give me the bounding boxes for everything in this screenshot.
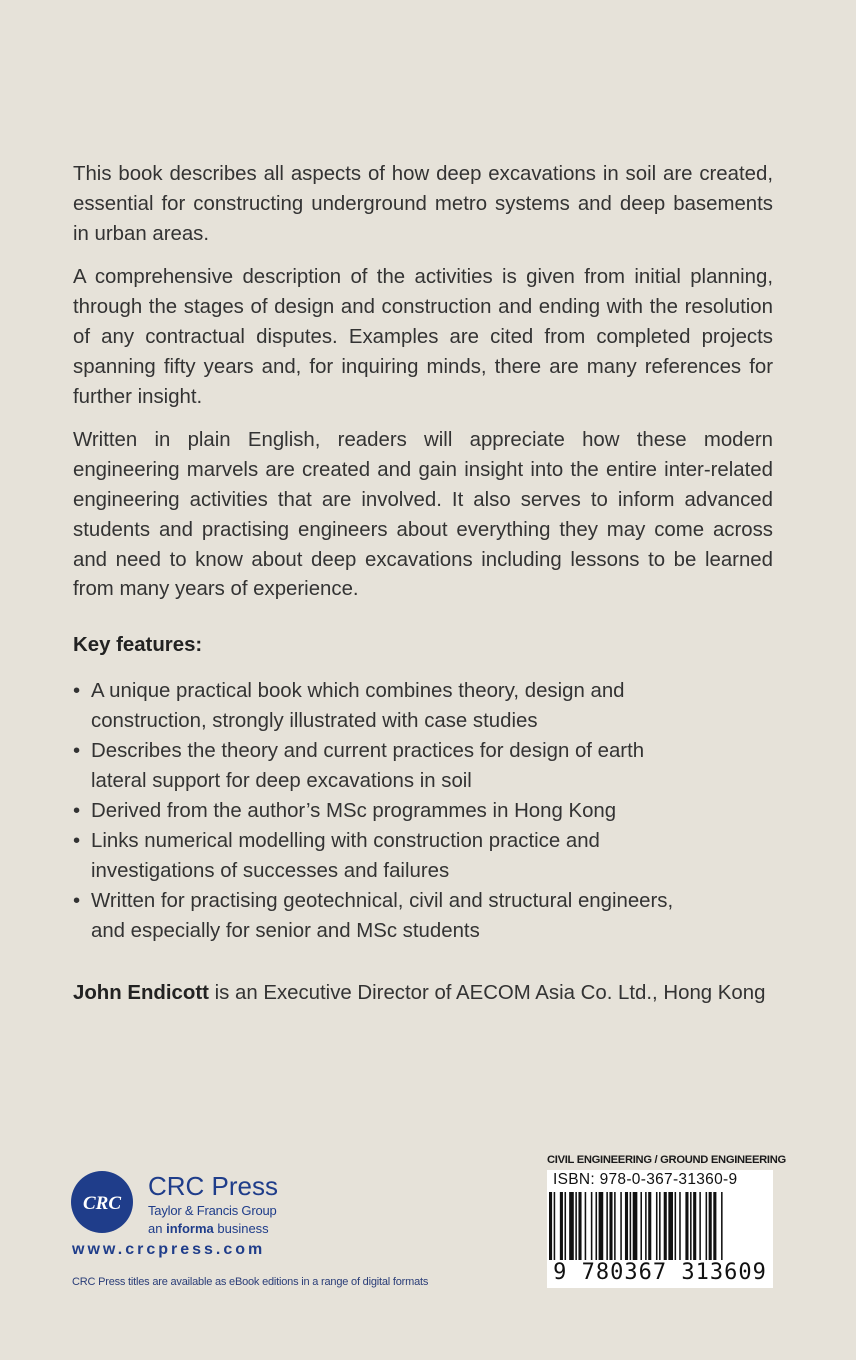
bullet-icon: •: [73, 800, 81, 822]
feature-line: Written for practising geotechnical, civil and structural engineers,: [91, 890, 674, 912]
feature-line: Links numerical modelling with construction practice and: [91, 830, 600, 852]
informa-prefix: an: [148, 1221, 167, 1236]
description-paragraph-1: This book describes all aspects of how deep excavations in soil are created, essential for constructing underground metro systems and deep basements in urban areas.: [73, 163, 773, 245]
feature-item: [73, 676, 773, 736]
subject-category: CIVIL ENGINEERING / GROUND ENGINEERING: [547, 1154, 786, 1166]
feature-line: Describes the theory and current practices for design of earth: [91, 740, 645, 762]
bullet-icon: •: [73, 890, 81, 912]
key-features-list: [73, 676, 773, 946]
isbn-label: ISBN: 978-0-367-31360-9: [553, 1171, 738, 1188]
feature-item: [73, 736, 773, 796]
feature-line: and especially for senior and MSc students: [91, 920, 480, 942]
ebook-note: CRC Press titles are available as eBook editions in a range of digital formats: [72, 1276, 429, 1288]
feature-item: [73, 826, 773, 886]
feature-line: A unique practical book which combines theory, design and: [91, 680, 625, 702]
description-paragraph-2: A comprehensive description of the activities is given from initial planning, through the stages of design and construction and ending with the resolution of any contractual disputes. Examples are cited from completed projects spanning fifty years and, for inquiring minds, there are many references for further insight.: [73, 266, 773, 408]
author-name: John Endicott: [73, 982, 209, 1004]
bullet-icon: •: [73, 680, 81, 702]
informa-suffix: business: [213, 1221, 269, 1236]
feature-item: [73, 796, 773, 826]
description-paragraph-3: Written in plain English, readers will appreciate how these modern engineering marvels are created and gain insight into the entire inter-related engineering activities that are involved. It also serves to inform advanced students and practising engineers about everything they may come across and need to know about deep excavations including lessons to be learned from many years of experience.: [73, 429, 773, 601]
key-features-heading: Key features:: [73, 634, 203, 656]
informa-word: informa: [166, 1221, 214, 1236]
bullet-icon: •: [73, 740, 81, 762]
feature-item: [73, 886, 773, 946]
barcode-panel: [547, 1150, 786, 1288]
crc-press-logo-icon: [70, 1170, 134, 1234]
feature-line: Derived from the author’s MSc programmes in Hong Kong: [91, 800, 617, 822]
informa-tagline: [148, 1221, 269, 1237]
barcode-area: [547, 1170, 773, 1288]
feature-line: investigations of successes and failures: [91, 860, 450, 882]
description-blurb: [73, 160, 773, 619]
feature-line: construction, strongly illustrated with case studies: [91, 710, 538, 732]
barcode-digits: 9 780367 313609: [547, 1260, 773, 1286]
publisher-group: Taylor & Francis Group: [148, 1203, 277, 1218]
logo-text: CRC: [82, 1193, 122, 1214]
publisher-name: CRC Press: [148, 1171, 279, 1201]
author-bio: [73, 978, 793, 1008]
bullet-icon: •: [73, 830, 81, 852]
publisher-url: www.crcpress.com: [72, 1241, 266, 1258]
author-description: is an Executive Director of AECOM Asia Co. Ltd., Hong Kong: [208, 982, 766, 1004]
feature-line: lateral support for deep excavations in soil: [91, 770, 472, 792]
